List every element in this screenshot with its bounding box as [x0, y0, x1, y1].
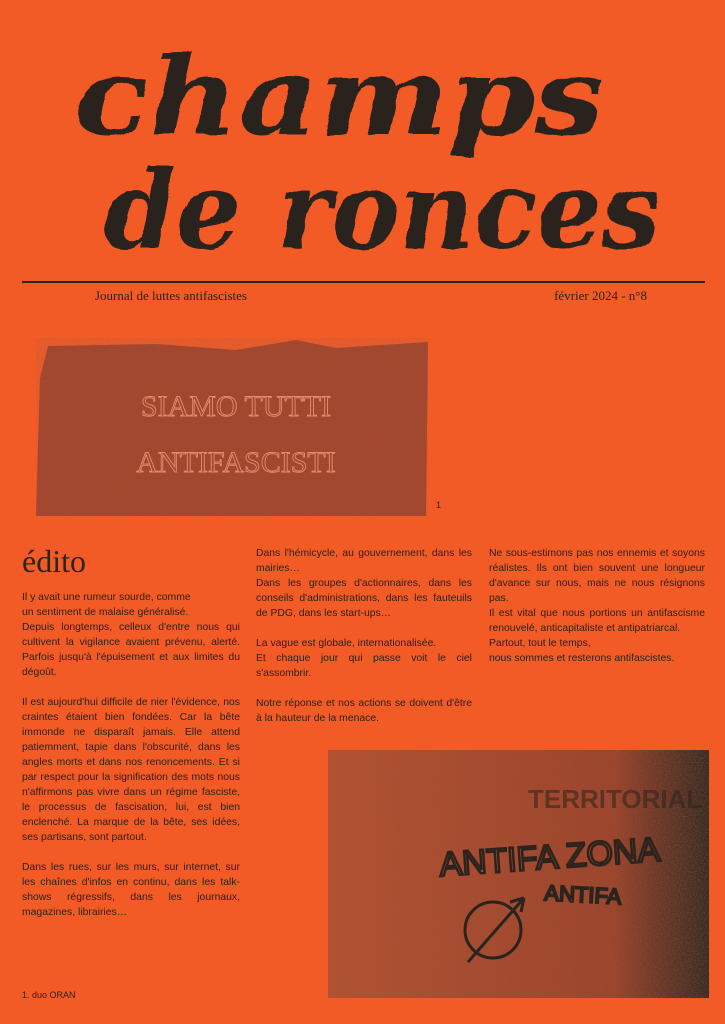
edito-heading: édito [22, 543, 86, 579]
header-rule [22, 281, 705, 283]
article-column-1 [22, 590, 240, 935]
photo-credit-footnote: 1. duo ORAN [22, 990, 76, 1000]
inscription-line2: ANTIFASCISTI [136, 446, 336, 479]
article-column-2 [256, 546, 472, 741]
wall-sign-text: TERRITORIAL [528, 784, 703, 814]
masthead-line2: de ronces [104, 148, 660, 272]
masthead-logo [60, 22, 680, 272]
graffiti-wall-photo [328, 750, 709, 998]
inscription-line1: SIAMO TUTTI [140, 390, 332, 423]
graffiti-line2: ANTIFA [543, 880, 623, 910]
graffiti-line1: ANTIFA ZONA [438, 830, 662, 885]
article-column-3 [489, 546, 705, 681]
paragraph: Il y avait une rumeur sourde, comme un sentiment de malaise généralisé. Depuis longtemps, celleux d'entre nous qui cultivent la vigilance avaient prévenu, alerté. Parfois jusqu'à l'épuisement et aux limites du dégoût. [22, 592, 240, 678]
issue-date: février 2024 - n°8 [554, 288, 647, 303]
paragraph: Dans l'hémicycle, au gouvernement, dans les mairies… Dans les groupes d'actionnaires, dans les conseils d'administrations, dans les fauteuils de PDG, dans les start-ups… [256, 548, 472, 619]
masthead-line1: champs [74, 34, 604, 160]
paragraph: Ne sous-estimons pas nos ennemis et soyons réalistes. Ils ont bien souvent une longueur d'avance sur nous, mais ne nous résignons pas. Il est vital que nous portions un antifascisme renouvelé, anticapitaliste et antipatriarcal. Partout, tout le temps, nous sommes et resterons antifascistes. [489, 548, 705, 664]
journal-subtitle: Journal de luttes antifascistes [95, 288, 247, 303]
paragraph: La vague est globale, internationalisée. Et chaque jour qui passe voit le ciel s'assombrir. [256, 638, 472, 679]
paragraph: Dans les rues, sur les murs, sur internet, sur les chaînes d'infos en continu, dans les talk-shows régressifs, dans les journaux, magazines, librairies… [22, 862, 240, 918]
stone-inscription-photo [36, 338, 428, 516]
paragraph: Il est aujourd'hui difficile de nier l'évidence, nos craintes étaient bien fondées. Car la bête immonde ne disparaît jamais. Elle attend patiemment, tapie dans l'obscurité, dans les angles morts et dans nos renoncements. Et si par respect pour la signification des mots nous n'affirmons pas vivre dans un régime fasciste, le processus de fascisation, lui, est bien enclenché. La marque de la bête, ses idées, ses partisans, sont partout. [22, 697, 240, 843]
masthead-svg [60, 22, 680, 272]
photo-reference-number: 1 [436, 500, 442, 510]
paragraph: Notre réponse et nos actions se doivent d'être à la hauteur de la menace. [256, 698, 472, 724]
